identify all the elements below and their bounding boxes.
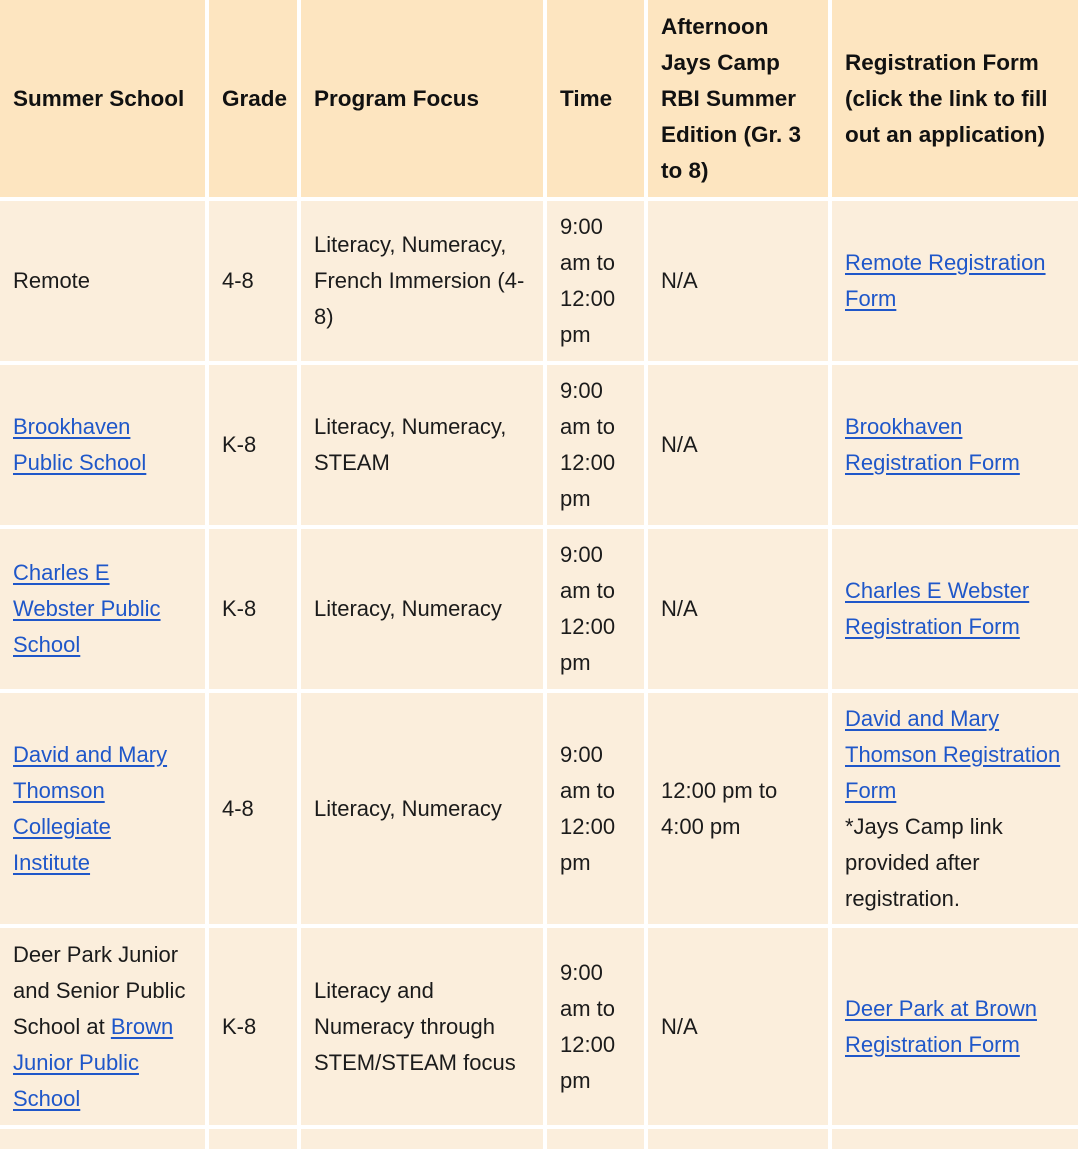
registration-form-link[interactable]: Deer Park at Brown Registration Form bbox=[845, 995, 1037, 1057]
cell-time: 9:00 am to 12:00 pm bbox=[547, 529, 644, 689]
cell-summer-school bbox=[0, 529, 205, 689]
cell-time: 9:00 am to 12:00 pm bbox=[547, 928, 644, 1125]
header-time: Time bbox=[547, 0, 644, 197]
cell-time: 9:00 am to 12:00 pm bbox=[547, 365, 644, 525]
registration-form-link[interactable]: Brookhaven Registration Form bbox=[845, 414, 1020, 475]
cell-program-focus: Literacy, Numeracy, French Immersion (4-8) bbox=[301, 201, 543, 361]
cell-registration-form bbox=[832, 201, 1078, 361]
registration-form-link[interactable]: Charles E Webster Registration Form bbox=[845, 578, 1030, 639]
jays-camp-note: *Jays Camp link provided after registration. bbox=[845, 813, 1003, 911]
cell-summer-school bbox=[0, 928, 205, 1125]
cell-summer-school bbox=[0, 201, 205, 361]
table-row bbox=[0, 529, 1078, 689]
cell-jays-camp: N/A bbox=[648, 365, 828, 525]
cell-time: 9:00 am to 12:00 pm bbox=[547, 693, 644, 924]
table-row-partial bbox=[0, 1129, 1078, 1149]
cell-jays-camp: N/A bbox=[648, 529, 828, 689]
registration-form-link[interactable]: Remote Registration Form bbox=[845, 250, 1046, 311]
table-row bbox=[0, 365, 1078, 525]
table-row bbox=[0, 928, 1078, 1125]
cell-grade: K-8 bbox=[209, 928, 297, 1125]
cell-grade: K-8 bbox=[209, 529, 297, 689]
header-program-focus: Program Focus bbox=[301, 0, 543, 197]
school-link[interactable]: David and Mary Thomson Collegiate Institute bbox=[13, 741, 168, 875]
cell-program-focus: Literacy, Numeracy, STEAM bbox=[301, 365, 543, 525]
cell-jays-camp: N/A bbox=[648, 201, 828, 361]
cell-program-focus: Literacy and Numeracy through STEM/STEAM focus bbox=[301, 928, 543, 1125]
cell-time: 9:00 am to 12:00 pm bbox=[547, 201, 644, 361]
header-jays-camp: Afternoon Jays Camp RBI Summer Edition (Gr. 3 to 8) bbox=[648, 0, 828, 197]
cell-registration-form bbox=[832, 529, 1078, 689]
cell-grade: K-8 bbox=[209, 365, 297, 525]
header-summer-school: Summer School bbox=[0, 0, 205, 197]
school-link[interactable]: Brookhaven Public School bbox=[13, 414, 147, 475]
header-registration-form: Registration Form (click the link to fill out an application) bbox=[832, 0, 1078, 197]
cell-summer-school bbox=[0, 365, 205, 525]
table-header-row bbox=[0, 0, 1078, 197]
cell-jays-camp: N/A bbox=[648, 928, 828, 1125]
cell-registration-form bbox=[832, 693, 1078, 924]
table-row bbox=[0, 201, 1078, 361]
cell-registration-form bbox=[832, 928, 1078, 1125]
cell-program-focus: Literacy, Numeracy bbox=[301, 693, 543, 924]
cell-grade: 4-8 bbox=[209, 693, 297, 924]
school-link[interactable]: Brown Junior Public School bbox=[13, 1013, 174, 1111]
school-name: Remote bbox=[13, 268, 91, 293]
cell-grade: 4-8 bbox=[209, 201, 297, 361]
cell-jays-camp: 12:00 pm to 4:00 pm bbox=[648, 693, 828, 924]
cell-summer-school bbox=[0, 693, 205, 924]
cell-registration-form bbox=[832, 365, 1078, 525]
school-name-prefix: Deer Park Junior and Senior Public School at bbox=[13, 941, 186, 1039]
table-row bbox=[0, 693, 1078, 924]
header-grade: Grade bbox=[209, 0, 297, 197]
registration-form-link[interactable]: David and Mary Thomson Registration Form bbox=[845, 705, 1061, 803]
cell-program-focus: Literacy, Numeracy bbox=[301, 529, 543, 689]
school-link[interactable]: Charles E Webster Public School bbox=[13, 560, 161, 657]
